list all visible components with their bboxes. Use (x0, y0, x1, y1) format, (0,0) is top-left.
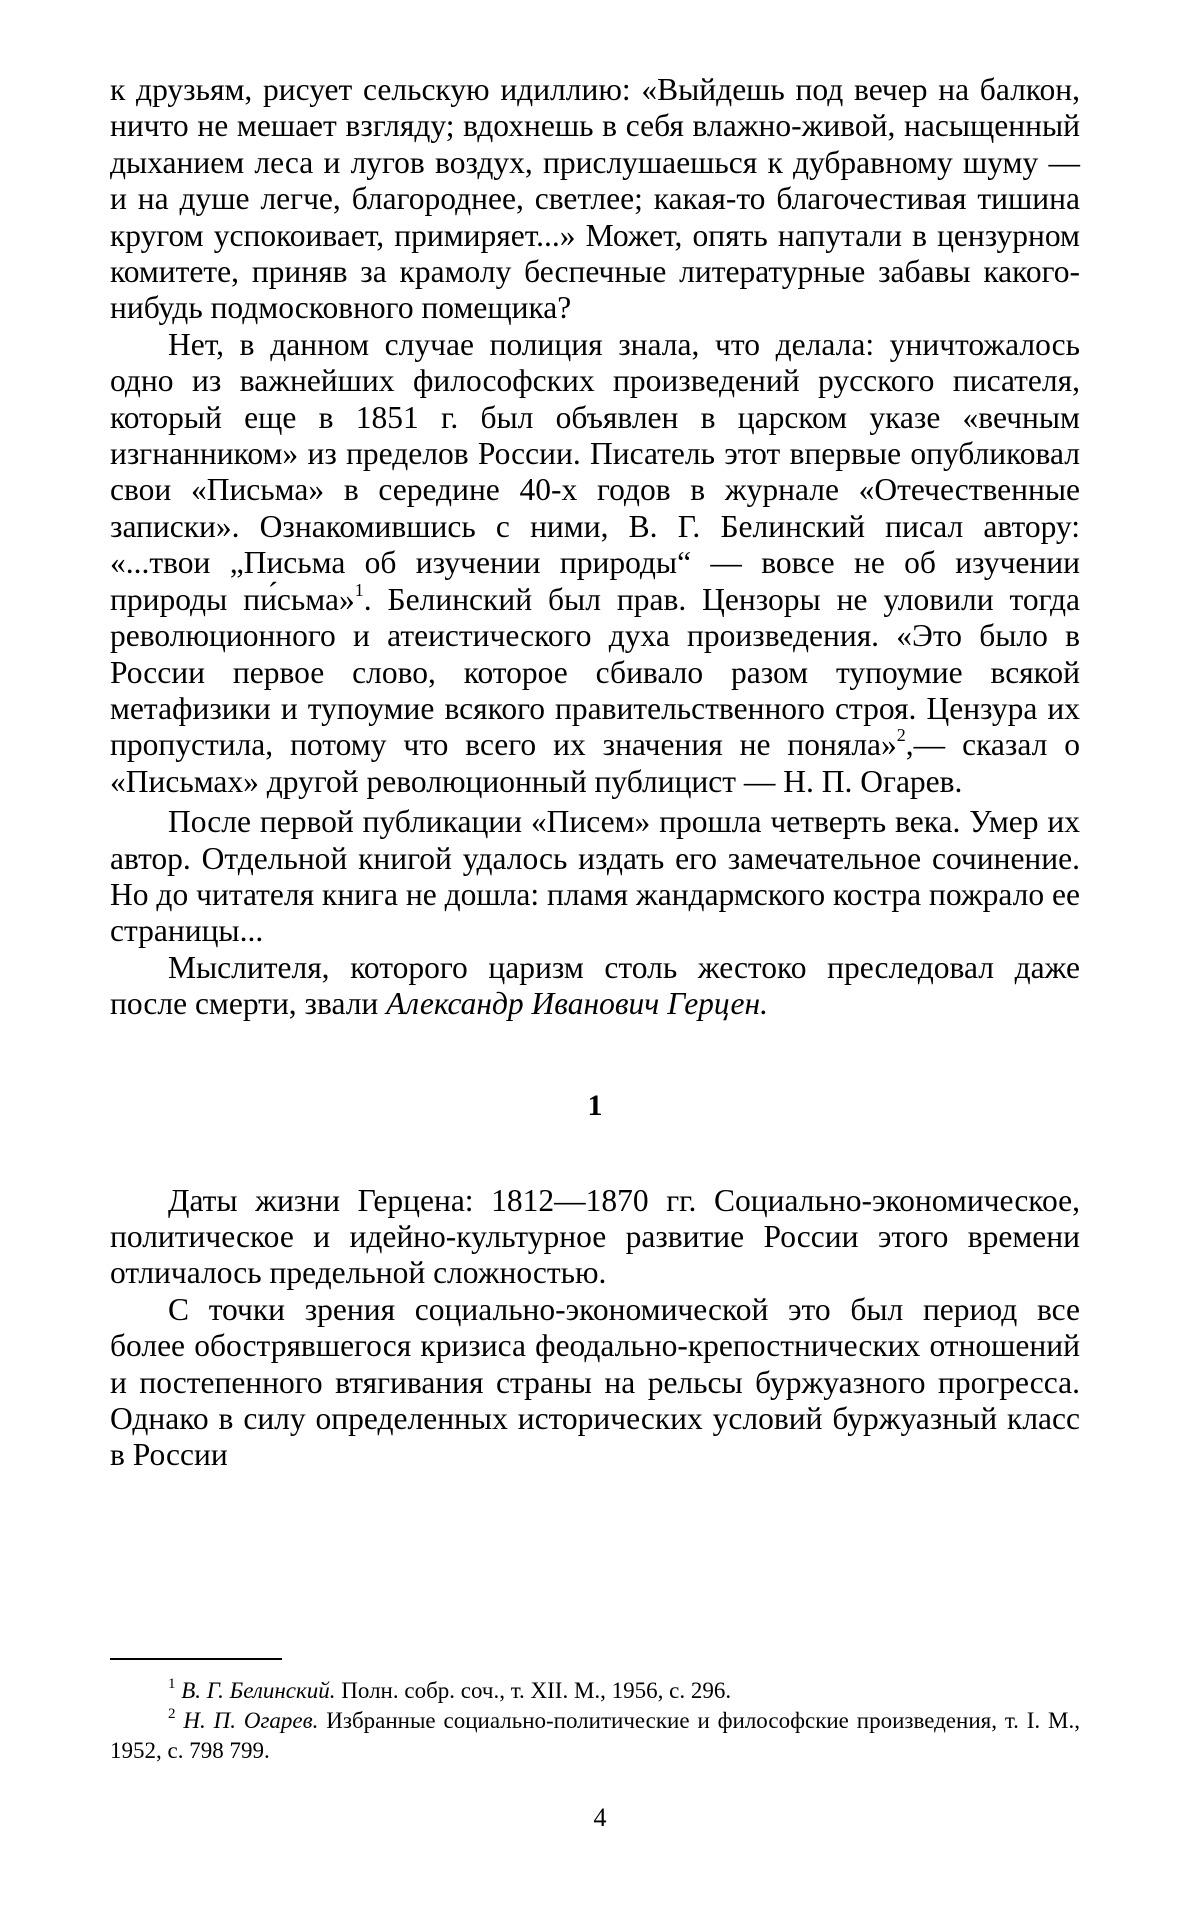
footnote-ref-2[interactable]: 2 (896, 725, 906, 746)
paragraph-4 (110, 950, 1080, 1023)
paragraph-3: После первой публикации «Писем» прошла четверть века. Умер их автор. Отдельной книгой удалось издать его замечательное сочинение. Но до читателя книга не дошла: пламя жандармского костра пожрало ее страницы... (110, 804, 1080, 949)
footnote-1-text: Полн. собр. соч., т. XII. М., 1956, с. 296. (335, 1678, 732, 1703)
footnote-1-mark: 1 (168, 1676, 176, 1692)
paragraph-5: Даты жизни Герцена: 1812—1870 гг. Социально-экономическое, политическое и идейно-культурное развитие России этого времени отличалось предельной сложностью. (110, 1182, 1080, 1291)
footnote-1 (110, 1676, 1080, 1706)
footnote-divider (110, 1658, 282, 1660)
paragraph-2-part-b: . Белинский был прав. Цензоры не уловили тогда революционного и атеистического духа произведения. «Это было в России первое слово, которое сбивало разом тупоумие всякой метафизики и тупоумие всякого правительственного строя. Цензура их пропустила, потому что всего их значения не поняла» (110, 581, 1080, 763)
footnote-1-author: В. Г. Белинский. (181, 1678, 336, 1703)
footnote-2 (110, 1706, 1080, 1766)
page-number: 4 (593, 1803, 607, 1832)
page-body (110, 72, 1080, 1474)
footnotes (110, 1676, 1080, 1766)
herzen-name: Александр Иванович Герцен. (386, 986, 768, 1022)
paragraph-2-part-c: ,— сказал о «Письмах» другой революционный публицист — Н. П. Огарев. (110, 727, 1080, 799)
paragraph-1: к друзьям, рисует сельскую идиллию: «Выйдешь под вечер на балкон, ничто не мешает взгляду; вдохнешь в себя влажно-живой, насыщенный дыханием леса и лугов воздух, прислушаешься к дубравному шуму — и на душе легче, благороднее, светлее; какая-то благочестивая тишина кругом успокоивает, примиряет...» Может, опять напутали в цензурном комитете, приняв за крамолу беспечные литературные забавы какого-нибудь подмосковного помещика? (110, 72, 1080, 326)
paragraph-6: С точки зрения социально-экономической это был период все более обострявшегося кризиса феодально-крепостнических отношений и постепенного втягивания страны на рельсы буржуазного прогресса. Однако в силу определенных исторических условий буржуазный класс в России (110, 1291, 1080, 1473)
paragraph-2-part-a: Нет, в данном случае полиция знала, что делала: уничтожалось одно из важнейших философских произведений русского писателя, который еще в 1851 г. был объявлен в царском указе «вечным изгнанником» из пределов России. Писатель этот впервые опубликовал свои «Письма» в середине 40-х годов в журнале «Отечественные записки». Ознакомившись с ними, В. Г. Белинский писал автору: «...твои „Письма об изучении природы“ — вовсе не об изучении природы пи́сьма» (110, 326, 1080, 617)
footnote-2-author: Н. П. Огарев. (183, 1708, 319, 1733)
footnote-2-mark: 2 (168, 1706, 176, 1722)
footnote-ref-1[interactable]: 1 (354, 579, 364, 600)
footnote-2-text: Избранные социально-политические и философские произведения, т. I. М., 1952, с. 798 799. (110, 1708, 1080, 1763)
paragraph-2 (110, 327, 1080, 800)
section-number: 1 (587, 1088, 603, 1122)
paragraph-4-text: Мыслителя, которого царизм столь жестоко преследовал даже после смерти, звали (110, 949, 1080, 1022)
